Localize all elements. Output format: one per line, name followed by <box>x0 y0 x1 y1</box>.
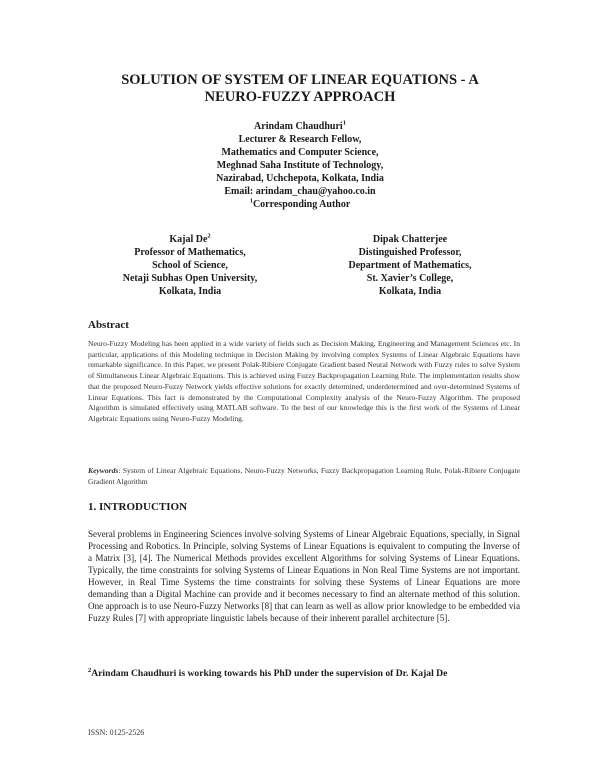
primary-author-name-line <box>100 120 500 133</box>
corresponding-author-line <box>100 198 500 211</box>
coauthor-name-line <box>80 233 300 246</box>
coauthor-affiliation-line: St. Xavier’s College, <box>366 273 454 284</box>
footnote <box>88 668 520 679</box>
primary-author-name: Arindam Chaudhuri <box>254 121 343 132</box>
introduction-heading: 1. INTRODUCTION <box>88 501 188 513</box>
primary-author-sup: 1 <box>342 119 346 127</box>
coauthor-sup: 2 <box>207 232 211 240</box>
coauthor-affiliation-line: Distinguished Professor, <box>358 247 462 258</box>
coauthor-name: Dipak Chatterjee <box>372 234 448 245</box>
keywords-label: Keywords <box>88 466 119 475</box>
footnote-sup: 2 <box>88 666 92 674</box>
title-line-1: SOLUTION OF SYSTEM OF LINEAR EQUATIONS - A <box>121 72 479 88</box>
coauthor-affiliation-line: Kolkata, India <box>378 286 442 297</box>
affiliation-line: Lecturer & Research Fellow, <box>238 134 362 145</box>
coauthor-affiliation-line: Kolkata, India <box>158 286 222 297</box>
coauthor-block-2 <box>300 233 520 298</box>
affiliation-line: Nazirabad, Uchchepota, Kolkata, India <box>216 173 384 184</box>
paper-title <box>60 72 540 106</box>
email-line: Email: arindam_chau@yahoo.co.in <box>224 186 376 197</box>
coauthor-affiliation-line: Department of Mathematics, <box>348 260 472 271</box>
affiliation-line: Mathematics and Computer Science, <box>221 147 379 158</box>
title-line-2: NEURO-FUZZY APPROACH <box>204 89 396 105</box>
coauthor-affiliation-line: Professor of Mathematics, <box>134 247 246 258</box>
keywords-text: System of Linear Algebraic Equations, Neuro-Fuzzy Networks, Fuzzy Backpropagation Learning Rule, Polak-Ribiere Conjugate Gradient Algorithm <box>88 466 520 486</box>
introduction-text: Several problems in Engineering Sciences involve solving Systems of Linear Algebraic Equations, specially, in Signal Processing and Robotics. In Principle, solving Systems of Linear Equations is equivalent to computing the Inverse of a Matrix [3], [4]. The Numerical Methods provides excellent Algorithms for solving Systems of Linear Equations. Typically, the time constraints for solving Systems of Linear Equations in Non Real Time Systems are not important. However, in Real Time Systems the time constraints for solving these Systems of Linear Equations are more demanding than a Digital Machine can provide and it becomes necessary to find an alternate method of this solution. One approach is to use Neuro-Fuzzy Networks [8] that can learn as well as allow prior knowledge to be embedded via Fuzzy Rules [7] with appropriate linguistic labels because of their inherent parallel architecture [5]. <box>88 529 520 623</box>
keywords-colon: : <box>118 466 123 475</box>
coauthor-affiliation-line: Netaji Subhas Open University, <box>122 273 258 284</box>
abstract-heading: Abstract <box>88 319 129 331</box>
coauthor-block-1 <box>80 233 300 298</box>
affiliation-line: Meghnad Saha Institute of Technology, <box>216 160 384 171</box>
footnote-text: Arindam Chaudhuri is working towards his PhD under the supervision of Dr. Kajal De <box>91 668 448 679</box>
corresponding-author-label: Corresponding Author <box>252 199 351 210</box>
abstract-text: Neuro-Fuzzy Modeling has been applied in a wide variety of fields such as Decision Making, Engineering and Management Sciences etc. In particular, applications of this Modeling technique in Decision Making by involving complex Systems of Linear Algebraic Equations have remarkable significance. In this Paper, we present Polak-Ribiere Conjugate Gradient based Neural Network with Fuzzy rules to solve System of Simultaneous Linear Algebraic Equations. This is achieved using Fuzzy Backpropagation Learning Rule. The implementation results show that the proposed Neuro-Fuzzy Network yields effective solutions for exactly determined, underdetermined and over-determined Systems of Linear Equations. This fact is demonstrated by the Computational Complexity analysis of the Neuro-Fuzzy Algorithm. The proposed Algorithm is simulated effectively using MATLAB software. To the best of our knowledge this is the first work of the Systems of Linear Algebraic Equations using Neuro-Fuzzy Modeling. <box>88 339 520 423</box>
keywords-paragraph <box>88 466 520 487</box>
corresponding-sup: 1 <box>249 197 253 205</box>
coauthor-affiliation-line: School of Science, <box>152 260 228 271</box>
primary-author-block <box>100 120 500 211</box>
coauthor-name: Kajal De <box>169 234 208 245</box>
issn-label: ISSN: 0125-2526 <box>88 728 145 737</box>
